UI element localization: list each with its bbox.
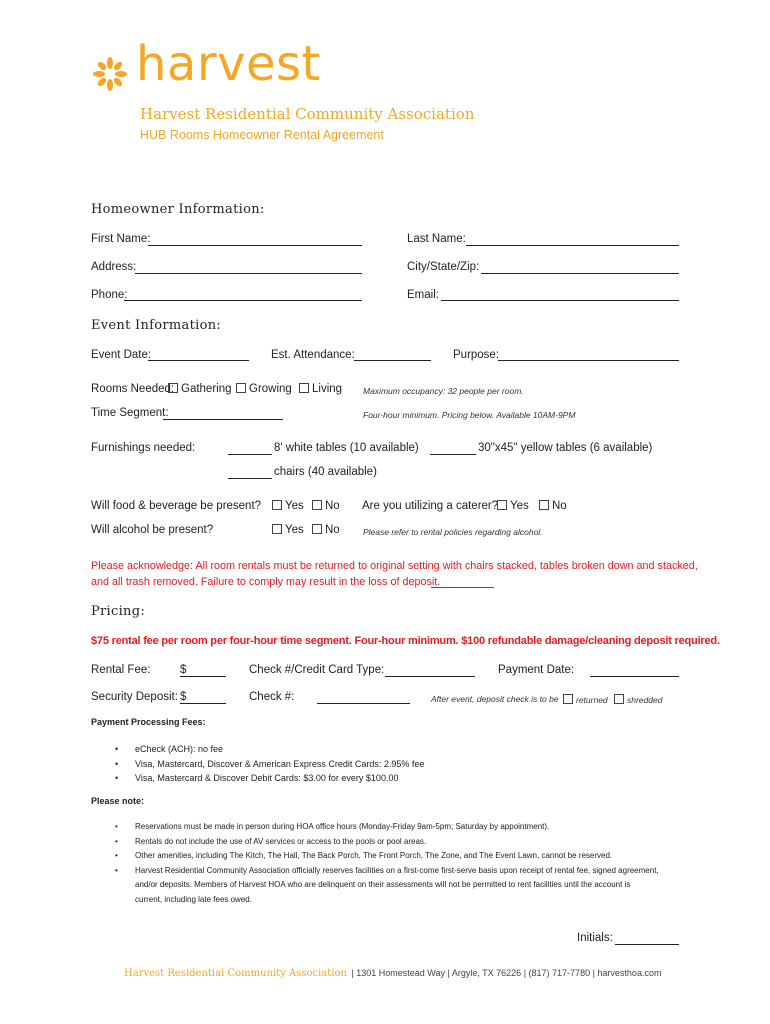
harvest-logo bbox=[90, 36, 330, 98]
check-cc-type-field[interactable] bbox=[385, 676, 475, 677]
event-heading: Event Information: bbox=[91, 318, 222, 333]
list-item: • Rentals do not include the use of AV services or access to the pools or pool areas. bbox=[115, 836, 427, 846]
org-title: Harvest Residential Community Association bbox=[140, 105, 475, 123]
last-name-field[interactable] bbox=[466, 245, 679, 246]
list-item: • eCheck (ACH): no fee bbox=[115, 744, 224, 754]
checkbox-icon bbox=[168, 383, 178, 393]
address-field[interactable] bbox=[135, 273, 362, 274]
list-item: and/or deposits. Members of Harvest HOA who are delinquent on their assessments will not be permitted to rent facilities until the account is bbox=[135, 880, 631, 889]
acknowledge-initials-field[interactable] bbox=[431, 587, 494, 588]
furnishings-label: Furnishings needed: bbox=[91, 442, 196, 454]
footer-contact: | 1301 Homestead Way | Argyle, TX 76226 | (817) 717-7780 | harvesthoa.com bbox=[351, 968, 662, 978]
pricing-headline: $75 rental fee per room per four-hour time segment. Four-hour minimum. $100 refundable damage/cleaning deposit required. bbox=[91, 635, 720, 647]
payment-date-label: Payment Date: bbox=[498, 664, 575, 676]
list-item: current, including late fees owed. bbox=[135, 894, 252, 904]
shredded-checkbox[interactable]: shredded bbox=[614, 694, 662, 705]
city-field[interactable] bbox=[481, 273, 679, 274]
notes-list bbox=[91, 820, 659, 907]
list-item: • Reservations must be made in person during HOA office hours (Monday-Friday 9am-5pm; Saturday by appointment). bbox=[115, 822, 550, 831]
initials-field[interactable] bbox=[615, 944, 679, 945]
initials-label: Initials: bbox=[577, 932, 613, 944]
purpose-field[interactable] bbox=[498, 360, 679, 361]
check-number-field[interactable] bbox=[317, 703, 410, 704]
security-deposit-label: Security Deposit: bbox=[91, 691, 178, 703]
checkbox-icon bbox=[299, 383, 309, 393]
rental-fee-label: Rental Fee: bbox=[91, 664, 151, 676]
document-title: HUB Rooms Homeowner Rental Agreement bbox=[140, 128, 384, 142]
event-date-label: Event Date: bbox=[91, 349, 152, 361]
footer bbox=[124, 963, 661, 981]
homeowner-heading: Homeowner Information: bbox=[91, 202, 265, 217]
pricing-heading: Pricing: bbox=[91, 604, 146, 619]
food-yes-checkbox[interactable]: Yes bbox=[272, 500, 304, 512]
processing-heading: Payment Processing Fees: bbox=[91, 717, 206, 727]
acknowledge-line-2: and all trash removed. Failure to comply may result in the loss of deposit. bbox=[91, 576, 441, 588]
checkbox-icon bbox=[539, 500, 549, 510]
email-label: Email: bbox=[407, 289, 439, 301]
time-segment-label: Time Segment: bbox=[91, 407, 169, 419]
checkbox-icon bbox=[272, 500, 282, 510]
time-segment-field[interactable] bbox=[163, 419, 283, 420]
list-item: • Harvest Residential Community Association officially reserves facilities on a first-come first-serve basis upon receipt of rental fee, signed agreement, bbox=[115, 865, 659, 875]
food-question: Will food & beverage be present? bbox=[91, 500, 262, 512]
purpose-label: Purpose: bbox=[453, 349, 500, 361]
check-cc-type-label: Check #/Credit Card Type: bbox=[249, 664, 385, 676]
food-no-checkbox[interactable]: No bbox=[312, 500, 340, 512]
check-number-label: Check #: bbox=[249, 691, 295, 703]
returned-checkbox[interactable]: returned bbox=[563, 694, 608, 705]
alcohol-no-checkbox[interactable]: No bbox=[312, 524, 340, 536]
white-tables-label: 8' white tables (10 available) bbox=[274, 442, 419, 454]
city-label: City/State/Zip: bbox=[407, 261, 480, 273]
acknowledge-line-1: Please acknowledge: All room rentals must be returned to original setting with chairs stacked, tables broken down and stacked, bbox=[91, 560, 698, 572]
last-name-label: Last Name: bbox=[407, 233, 466, 245]
caterer-question: Are you utilizing a caterer? bbox=[362, 500, 499, 512]
checkbox-icon bbox=[312, 524, 322, 534]
room-living-checkbox[interactable]: Living bbox=[299, 383, 342, 395]
white-tables-field[interactable] bbox=[228, 454, 272, 455]
phone-label: Phone: bbox=[91, 289, 128, 301]
occupancy-note: Maximum occupancy: 32 people per room. bbox=[363, 386, 524, 396]
list-item: • Visa, Mastercard, Discover & American Express Credit Cards: 2.95% fee bbox=[115, 758, 425, 769]
checkbox-icon bbox=[312, 500, 322, 510]
attendance-label: Est. Attendance: bbox=[271, 349, 355, 361]
rooms-needed-label: Rooms Needed: bbox=[91, 383, 175, 395]
harvest-flower-icon bbox=[90, 54, 130, 94]
time-note: Four-hour minimum. Pricing below. Available 10AM-9PM bbox=[363, 410, 576, 420]
logo-wordmark: harvest bbox=[136, 36, 321, 92]
caterer-no-checkbox[interactable]: No bbox=[539, 500, 567, 512]
chairs-label: chairs (40 available) bbox=[274, 466, 377, 478]
rental-fee-field[interactable] bbox=[180, 676, 226, 677]
list-item: • Other amenities, including The Kitch, The Hall, The Back Porch, The Front Porch, The Zone, and The Event Lawn, cannot be reserved. bbox=[115, 851, 613, 860]
checkbox-icon bbox=[272, 524, 282, 534]
chairs-field[interactable] bbox=[228, 478, 272, 479]
event-date-field[interactable] bbox=[148, 360, 249, 361]
security-deposit-field[interactable] bbox=[180, 703, 226, 704]
alcohol-yes-checkbox[interactable]: Yes bbox=[272, 524, 304, 536]
room-gathering-checkbox[interactable]: Gathering bbox=[168, 383, 232, 395]
attendance-field[interactable] bbox=[354, 360, 431, 361]
list-item: • Visa, Mastercard & Discover Debit Cards: $3.00 for every $100.00 bbox=[115, 773, 399, 783]
checkbox-icon bbox=[497, 500, 507, 510]
rental-fee-dollar: $ bbox=[180, 664, 187, 676]
alcohol-note: Please refer to rental policies regarding alcohol. bbox=[363, 527, 543, 537]
yellow-tables-label: 30"x45" yellow tables (6 available) bbox=[478, 442, 653, 454]
notes-heading: Please note: bbox=[91, 796, 145, 806]
payment-date-field[interactable] bbox=[590, 676, 679, 677]
first-name-field[interactable] bbox=[148, 245, 362, 246]
after-event-note: After event, deposit check is to be bbox=[431, 694, 559, 704]
footer-org: Harvest Residential Community Association bbox=[124, 968, 347, 979]
email-field[interactable] bbox=[441, 300, 679, 301]
checkbox-icon bbox=[614, 694, 624, 704]
yellow-tables-field[interactable] bbox=[430, 454, 476, 455]
phone-field[interactable] bbox=[124, 300, 362, 301]
processing-list bbox=[91, 742, 424, 786]
first-name-label: First Name: bbox=[91, 233, 151, 245]
checkbox-icon bbox=[563, 694, 573, 704]
checkbox-icon bbox=[236, 383, 246, 393]
security-deposit-dollar: $ bbox=[180, 691, 187, 703]
alcohol-question: Will alcohol be present? bbox=[91, 524, 214, 536]
address-label: Address: bbox=[91, 261, 137, 273]
room-growing-checkbox[interactable]: Growing bbox=[236, 383, 292, 395]
caterer-yes-checkbox[interactable]: Yes bbox=[497, 500, 529, 512]
